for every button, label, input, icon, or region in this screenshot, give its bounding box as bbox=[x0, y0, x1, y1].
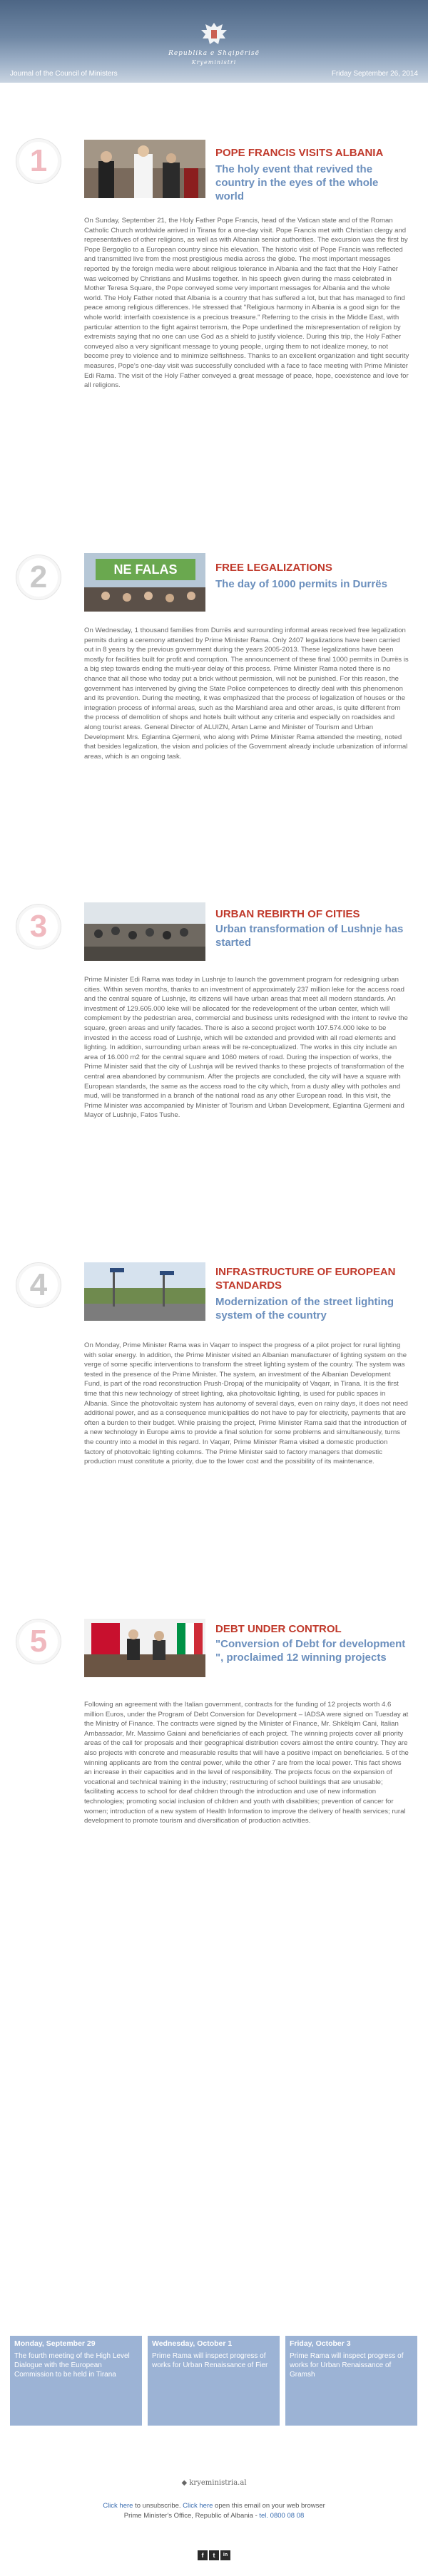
article-title: FREE LEGALIZATIONS bbox=[215, 562, 332, 574]
article-body: Following an agreement with the Italian government, contracts for the funding of 12 projects worth 4.6 million Euros, under the Program of Debt Conversion for Development – IADSA were signed on Tuesday at the Ministry of Finance. The contracts were signed by the Minister of Finance, Mr. Shkëlqim Cani, Italian Ambassador, Mr. Massimo Gaiani and beneficiaries of each project. The winning projects cover all priority areas of the call for proposals and their geographical distribution covers almost the entire country. They are also projects with concrete and measurable results that will have a positive impact on beneficiaries. 5 of the winning applicants are from the central power, while the other 7 are from the local power. This fact shows an increase in their capacities and in the level of responsibility. The projects focus on the expansion of vocational and technical training in the industry; restructuring of school buildings that are unusable; facilitating access to school for deaf children through the introduction and use of new information technologies; promoting social inclusion of children and youth with disabilities; prevention of cancer for women; introduction of a new system of Health Information to improve the delivery of health services; rural development to promote tourism and diversification of production activities. bbox=[84, 1701, 409, 1825]
linkedin-icon[interactable]: in bbox=[220, 2550, 230, 2560]
banner-caption: NE FALAS bbox=[113, 562, 178, 577]
article-subtitle: The day of 1000 permits in Durrës bbox=[215, 578, 387, 590]
event-box[interactable] bbox=[10, 2336, 142, 2426]
article-1 bbox=[0, 83, 428, 439]
issue-date: Friday September 26, 2014 bbox=[331, 70, 418, 78]
emblem-icon: ◆ bbox=[181, 2479, 188, 2487]
article-4 bbox=[0, 1252, 428, 1559]
event-text: Prime Rama will inspect progress of works for Urban Renaissance of Fier bbox=[152, 2352, 268, 2369]
event-date: Friday, October 3 bbox=[290, 2339, 351, 2348]
pope-visit-photo[interactable] bbox=[84, 140, 205, 198]
event-text: Prime Rama will inspect progress of works for Urban Renaissance of Gramsh bbox=[290, 2352, 404, 2379]
event-date: Wednesday, October 1 bbox=[152, 2339, 233, 2348]
browser-text: open this email on your web browser bbox=[213, 2502, 325, 2510]
phone-link[interactable]: tel. 0800 08 08 bbox=[259, 2512, 305, 2520]
footer-site-name: kryeministria.al bbox=[189, 2479, 247, 2487]
debt-conference-photo[interactable] bbox=[84, 1619, 205, 1677]
albanian-eagle-emblem-icon bbox=[200, 21, 228, 48]
article-number-badge: 1 bbox=[16, 138, 61, 184]
footer-site-logo[interactable] bbox=[157, 2479, 271, 2495]
event-box[interactable] bbox=[285, 2336, 417, 2426]
twitter-icon[interactable]: t bbox=[209, 2550, 219, 2560]
article-body: Prime Minister Edi Rama was today in Lushnje to launch the government program for redesigning urban cities. Within seven months, thanks to an investment of approximately 237 million leke for the access road and the central square of Lushnje, its citizens will have urban areas that meet all modern standards. An investment of 129.605.000 leke will be allocated for the redevelopment of the urban center, which will complement by the pedestrian area, commercial and business units redesigned with the intent to revive the square, green areas and unify facades. There is also a second project worth 107.574.000 leke to be invested in the access road of Lushnje, which will be extended and provided with all road elements and lighting. In addition, surrounding urban areas will be re-conceptualized. The works in this city include an area of 16.000 m2 for the central square and 1060 meters of road. During the inspection of works, the Prime Minister said that the city of Lushnja will be revived thanks to these projects of transformation of the central area abandoned by communism. After the projects are concluded, the city will have a square with European standards, the same as the access road to the city which, from a dusty alley with potholes and mud, will be transformed in a branch of the national road as any other European road. In this visit, the Prime Minister was accompanied by Minister of Tourism and Urban Development, Eglantina Gjermeni and Mayor of Lushnje, Fatos Tushe. bbox=[84, 976, 408, 1120]
upcoming-events bbox=[10, 2336, 418, 2426]
article-title: INFRASTRUCTURE OF EUROPEAN STANDARDS bbox=[215, 1266, 396, 1292]
article-subtitle: Modernization of the street lighting system of the country bbox=[215, 1296, 394, 1322]
lushnje-crowd-photo[interactable] bbox=[84, 902, 205, 961]
legalization-banner-photo[interactable] bbox=[84, 553, 205, 612]
street-lighting-photo[interactable] bbox=[84, 1262, 205, 1321]
article-title: POPE FRANCIS VISITS ALBANIA bbox=[215, 147, 384, 159]
article-body: On Monday, Prime Minister Rama was in Vaqarr to inspect the progress of a pilot project for rural lighting with solar energy. In addition, the Prime Minister visited an Albanian manufacturer of lighting system on the verge of some specific interventions to transform the street lighting system of the country. The system was tested in the presence of the Prime Minister. The system, an investment of the Albanian Development Fund, is part of the road reconstruction Prush-Dropaj of the municipality of Vaqarr, in Tirana. It is the first time that this new technology of street lighting, aka photovoltaic lighting, is used for public spaces in Albania. Since the photovoltaic system has autonomy of several days, even on rainy days, it does not need additional power, and as a consequence municipalities do not have to pay for electricity, payments that are often a burden to their budget. While praising the project, Prime Minister Rama said that the introduction of a new technology in Europe aims to provide a final solution for some problems and simultaneously, turns the country into a model in this regard. In Vaqarr, Prime Minister Rama visited a domestic production factory of photovoltaic lighting columns. The Prime Minister said to factory managers that domestic production must constitute a priority, due to the lower cost and the possibility of its maintenance. bbox=[84, 1341, 408, 1466]
article-number-badge: 3 bbox=[16, 904, 61, 949]
article-3 bbox=[0, 897, 428, 1210]
article-number-badge: 2 bbox=[16, 555, 61, 600]
event-box[interactable] bbox=[148, 2336, 280, 2426]
unsubscribe-link[interactable]: Click here bbox=[103, 2502, 133, 2510]
event-date: Monday, September 29 bbox=[14, 2339, 96, 2348]
article-subtitle: The holy event that revived the country in the eyes of the whole world bbox=[215, 163, 379, 202]
article-5 bbox=[0, 1610, 428, 1924]
open-in-browser-link[interactable]: Click here bbox=[183, 2502, 213, 2510]
unsubscribe-text: to unsubscribe. bbox=[133, 2502, 183, 2510]
article-body: On Wednesday, 1 thousand families from Durrës and surrounding informal areas received free legalization permits during a ceremony attended by Prime Minister Rama. Only 2407 legalizations have been carried out in 8 years by the previous government during the years 2005-2013. These legalizations have been mostly for facilities built for profit and corruption. The announcement of these final 1000 permits in Durrës is a big step towards ending the multi-year delay of this process. Prime Minister Rama noted there is no chance that all those who today put a brick without permission, will not be punished. For this reason, the government has intervened by giving the State Police competences to directly deal with this phenomenon and its prevention. During the meeting, it was emphasized that the process of legalization of houses or the integration process of informal areas, such as the Marshland area and other areas, is quite different from the process of demolition of shops and hotels built without any criteria and especially on roadsides and along tourist areas. General Director of ALUIZN, Artan Lame and Minister of Tourism and Urban Development Mrs. Eglantina Gjermeni, who along with Prime Minister Rama attended the meeting, noted that besides legalization, the vision and policies of the Government already include urbanization of informal areas, which is an ongoing task. bbox=[84, 627, 409, 761]
office-text: Prime Minister's Office, Republic of Albania - bbox=[123, 2512, 260, 2520]
facebook-icon[interactable]: f bbox=[198, 2550, 208, 2560]
article-title: DEBT UNDER CONTROL bbox=[215, 1623, 342, 1635]
article-title: URBAN REBIRTH OF CITIES bbox=[215, 908, 360, 920]
article-2 bbox=[0, 545, 428, 830]
footer-unsubscribe-line bbox=[0, 2502, 428, 2510]
office-title: Kryeministri bbox=[191, 59, 237, 66]
article-subtitle: Urban transformation of Lushnje has started bbox=[215, 923, 404, 949]
article-number-badge: 5 bbox=[16, 1619, 61, 1664]
article-number-badge: 4 bbox=[16, 1262, 61, 1308]
journal-title: Journal of the Council of Ministers bbox=[10, 70, 118, 78]
article-body: On Sunday, September 21, the Holy Father Pope Francis, head of the Vatican state and of the Roman Catholic Church worldwide arrived in Tirana for a one-day visit. Pope Francis met with Christian clergy and representatives of other religions, as well as with Albanian senior authorities. The excursion was the first by Pope Bergoglio to a European country since his elevation. The historic visit of Pope Francis was reflected and transmitted live from the most prestigious media across the globe. The most important messages reported by the foreign media were about religious tolerance in Albania and the fact that the Holy Father was welcomed by Christians and Muslims together. In his speech given during the mass celebrated in Mother Teresa Square, the Pope conveyed some very important messages for Albania and the whole world. The Holy Father noted that Albania is a country that has suffered a lot, but that has managed to find peace among religious differences. He stressed that "Religious harmony in Albania is a good sign for the whole world: interfaith coexistence is a precious treasure." Referring to the crisis in the Middle East, with particular attention to the fight against terrorism, the Pope underlined the misrepresentation of religion by extremists saying that no one can use God as a shield to justify violence. During this trip, the Holy Father conveyed also a very significant message to young people, urging them to not idealize money, to not become prey to violence and to minimize selfishness. Thanks to an excellent organization and tight security measures, Pope's one-day visit was successfully concluded with a face to face meeting with Prime Minister Edi Rama. The visit of the Holy Father conveyed a great message of peace, hope, coexistence and love for all religions. bbox=[84, 217, 409, 390]
newsletter-header bbox=[0, 0, 428, 83]
footer-contact-line bbox=[0, 2512, 428, 2520]
article-subtitle: "Conversion of Debt for development ", proclaimed 12 winning projects bbox=[215, 1638, 406, 1664]
event-text: The fourth meeting of the High Level Dialogue with the European Commission to be held in Tirana bbox=[14, 2352, 130, 2379]
republic-title: Republika e Shqipërisë bbox=[168, 50, 260, 57]
